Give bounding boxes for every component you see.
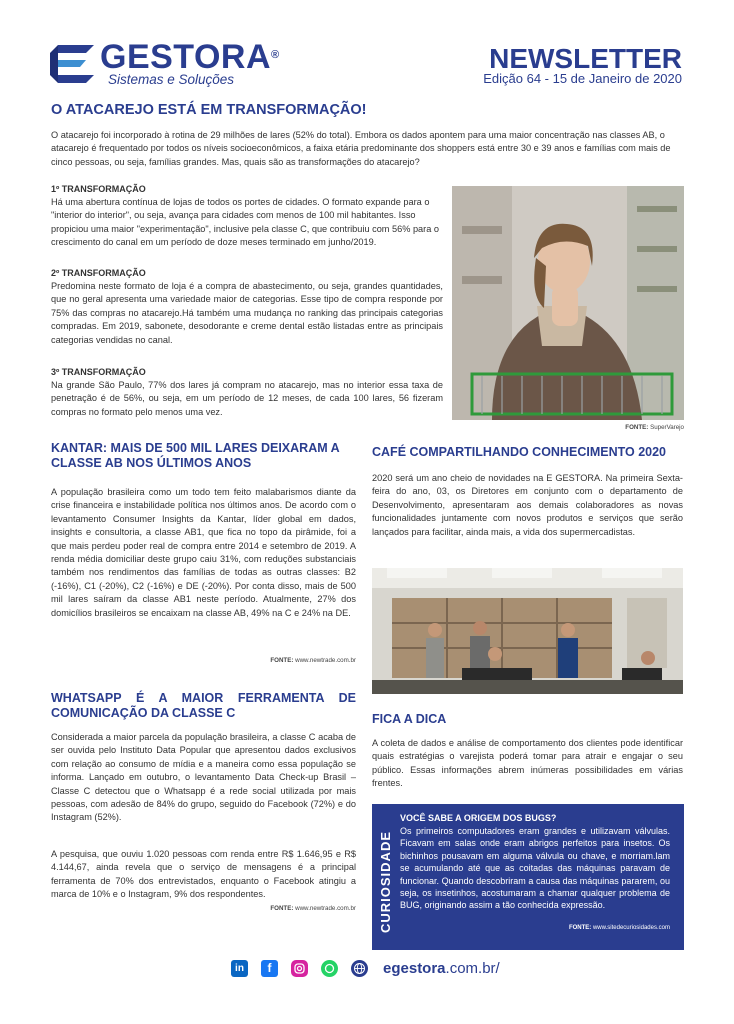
source-credit: FONTE: SuperVarejo [625,424,684,431]
curiosity-text: Os primeiros computadores eram grandes e utilizavam válvulas. Ficavam em salas onde eram abrigos perfeitos para insetos. Os bichinhos pousavam em alguma válvula ou chave, e morriam.lam se acumulando até que as coitadas das máquinas paravam de funcionar. Quando descobriram a causa das máquinas pararem, ou seja, os insetinhos, acostumaram a chamar qualquer problema de BUG, originando assim a tão conhecida expressão. [400,826,670,911]
logo [50,38,280,90]
article-photo-meeting [372,568,683,694]
article-title: WHATSAPP É A MAIOR FERRAMENTA DE COMUNICAÇÃO DA CLASSE C [51,691,356,720]
instagram-icon[interactable] [291,960,308,977]
linkedin-icon[interactable]: in [231,960,248,977]
article-text: 2020 será um ano cheio de novidades na E GESTORA. Na primeira Sexta-feira do ano, 03, os Diretores em conjunto com o departamento de Desenvolvimento, apresentaram aos demais colaboradores as novas funcionalidades juntamente com novos produtos e serviços que serão lançados para facilitar, ainda mais, a vida dos supermercadistas. [372,473,683,537]
article-title: FICA A DICA [372,712,447,726]
section-title: 1º TRANSFORMAÇÃO [51,184,146,194]
logo-subtitle: Sistemas e Soluções [108,72,235,87]
article-photo-shopper [452,186,684,420]
logo-wordmark: GESTORA [100,38,272,76]
article-text: A pesquisa, que ouviu 1.020 pessoas com renda entre R$ 1.646,95 e R$ 4.144,67, ainda revela que o serviço de mensagens é a principal ferramenta de 70% dos entrevistados, enquanto o Facebook atingiu a marca de 10% e o Instagram, 9% dos respondentes. [51,849,356,900]
section-title: 3º TRANSFORMAÇÃO [51,367,146,377]
article-intro: O atacarejo foi incorporado à rotina de 29 milhões de lares (52% do total). Embora os dados apontem para uma maior concentração nas classes AB, o atacarejo é frequentado por todos os níveis socioeconômicos, a faixa etária predominante dos shoppers está entre 30 e 39 anos e famílias com mais de cinco pessoas, ou seja, famílias grandes. Mas, quais são as transformações do atacarejo? [51,130,671,167]
newsletter-title: NEWSLETTER [489,43,682,74]
social-bar [231,958,511,978]
source-credit: FONTE: www.newtrade.com.br [270,657,356,664]
whatsapp-icon[interactable] [321,960,338,977]
article-title: O ATACAREJO ESTÁ EM TRANSFORMAÇÃO! [51,102,367,118]
article-text: A população brasileira como um todo tem feito malabarismos diante da crise financeira e instabilidade política nos últimos anos. De acordo com o levantamento Consumer Insights da Kantar, líder global em dados, insights e consultoria, a classe AB1, que fica no topo da pirâmide, foi a que mais perdeu poder real de compra entre 2014 e setembro de 2019. A renda média domiciliar deste grupo caiu 31%, com reduções substanciais também nos rendimentos das famílias de todas as outras classes: B2 (-16%), C1 (-20%), C2 (-16%) e DE (-20%). Por conta disso, mais de 500 mil lares saíram da classe AB1 neste período. Atualmente, 27% dos domicílios brasileiros se encaixam na classe AB, 49% na C e 24% na DE. [51,487,356,618]
globe-icon[interactable] [351,960,368,977]
website-link[interactable]: egestora.com.br/ [383,959,500,977]
source-name: www.newtrade.com.br [295,905,356,912]
section-text: Predomina neste formato de loja é a compra de abastecimento, ou seja, grandes quantidades, que no geral apresenta uma variedade maior de categorias. Esse tipo de compra responde por 75% das compras no atacarejo.Há também uma mudança no ranking das principais categorias compradas. Em 2019, sabonete, desodorante e creme dental estão listadas entre as principais categorias vendidas no canal. [51,281,443,345]
source-name: SuperVarejo [650,424,684,431]
source-name: www.newtrade.com.br [295,657,356,664]
curiosity-box [372,804,684,950]
curiosity-title: VOCÊ SABE A ORIGEM DOS BUGS? [400,813,557,823]
article-text: Considerada a maior parcela da população brasileira, a classe C acaba de ser ouvida pelo Instituto Data Popular que apresentou dados exclusivos com relação ao consumo de mídia e a maneira como essa população se informa. Lançado em outubro, o levantamento Data Check-up Brasil – Classe C detectou que o Whatsapp é a rede social utilizada por mais pessoas, com adesão de 84% do grupo, seguido do Facebook (72%) e do Instagram (52%). [51,732,356,823]
section-text: Há uma abertura contínua de lojas de todos os portes de cidades. O formato expande para o "interior do interior", ou seja, avança para cidades com menos de 100 mil habitantes. Isso propiciou uma maior "experimentação", inclusive pela classe C, que contribuiu com 56% para o crescimento do canal em um período de doze meses terminado em junho/2019. [51,197,440,248]
facebook-icon[interactable]: f [261,960,278,977]
article-title: KANTAR: MAIS DE 500 MIL LARES DEIXARAM A CLASSE AB NOS ÚLTIMOS ANOS [51,441,340,470]
registered-mark: ® [271,49,280,61]
article-title: CAFÉ COMPARTILHANDO CONHECIMENTO 2020 [372,445,667,459]
section-text: Na grande São Paulo, 77% dos lares já compram no atacarejo, mas no interior essa taxa de penetração é de 56%, ou seja, em um período de 12 meses, de cada 100 lares, 56 fizeram compras no formato pelo menos uma vez. [51,380,443,417]
curiosity-side-label: CURIOSIDADE [378,831,393,934]
edition-label: Edição 64 - 15 de Janeiro de 2020 [483,71,682,86]
source-credit: FONTE: www.newtrade.com.br [270,905,356,912]
logo-e-icon [50,43,94,85]
article-text: A coleta de dados e análise de comportamento dos clientes pode identificar quais estratégias o varejista poderá tomar para atrair e engajar o seu público. Essas informações abrem inúmeras possibilidades em várias frentes. [372,738,683,789]
section-title: 2º TRANSFORMAÇÃO [51,268,146,278]
curiosity-source: FONTE: www.sitedecuriosidades.com [568,925,670,931]
